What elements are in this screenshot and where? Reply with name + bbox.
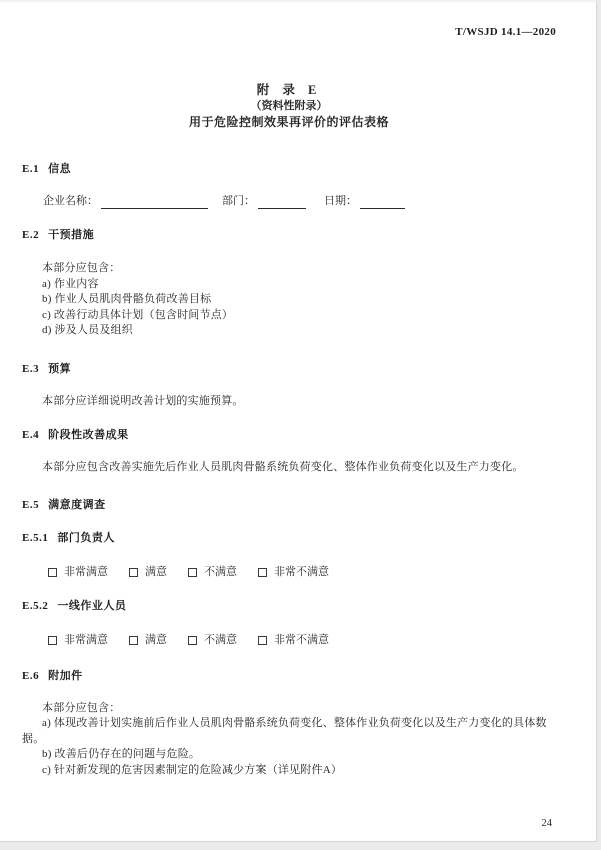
appendix-title: 附 录 E (256, 83, 322, 97)
section-number: E.6 (22, 669, 40, 682)
list-item: b) 作业人员肌肉骨骼负荷改善目标 (42, 293, 212, 305)
date-label: 日期： (324, 195, 357, 207)
company-name-field (101, 196, 208, 209)
checkbox-option (48, 565, 108, 580)
list-item: a) 体现改善计划实施前后作业人员肌肉骨骼系统负荷变化、整体作业负荷变化以及生产力变化的具体数据。 (22, 717, 547, 745)
appendix-subtitle: （资料性附录） (250, 100, 328, 112)
checkbox-option (129, 633, 167, 648)
section-heading-e2 (22, 228, 556, 242)
checkbox-option (258, 633, 329, 648)
e4-body: 本部分应包含改善实施先后作业人员肌肉骨骼系统负荷变化、整体作业负荷变化以及生产力变化。 (42, 461, 524, 473)
checkbox-icon (258, 568, 267, 577)
date-field (360, 196, 405, 209)
section-number: E.1 (22, 163, 40, 175)
department-label: 部门： (222, 195, 255, 207)
checkbox-icon (48, 636, 57, 645)
info-form-row (43, 194, 556, 209)
section-title: 阶段性改善成果 (48, 429, 129, 441)
checkbox-label: 非常不满意 (274, 565, 329, 578)
checkbox-label: 满意 (145, 633, 167, 646)
section-title: 附加件 (48, 669, 83, 682)
company-name-label: 企业名称： (43, 195, 98, 207)
section-number: E.5.2 (22, 599, 49, 612)
section-number: E.5 (22, 498, 40, 511)
checkbox-option (188, 565, 237, 580)
checkbox-icon (188, 636, 197, 645)
section-number: E.2 (22, 229, 40, 241)
checkbox-icon (129, 568, 138, 577)
checkbox-option (188, 633, 237, 648)
department-field (258, 196, 306, 209)
section-title: 部门负责人 (57, 531, 115, 544)
list-item: c) 改善行动具体计划（包含时间节点） (42, 308, 234, 321)
section-number: E.4 (22, 429, 40, 441)
checkbox-icon (258, 636, 267, 645)
checkbox-label: 不满意 (204, 633, 237, 646)
section-title: 干预措施 (48, 229, 95, 241)
e2-intro: 本部分应包含： (42, 262, 121, 274)
standard-code: T/WSJD 14.1—2020 (455, 26, 556, 38)
checkbox-option (48, 633, 108, 648)
section-title: 满意度调查 (48, 498, 106, 511)
e6-intro: 本部分应包含： (42, 701, 121, 714)
appendix-description: 用于危险控制效果再评价的评估表格 (188, 115, 389, 129)
checkbox-label: 非常满意 (64, 633, 108, 646)
section-heading-e51 (22, 531, 556, 545)
satisfaction-options-manager (48, 565, 556, 580)
checkbox-icon (188, 568, 197, 577)
section-heading-e3 (22, 362, 556, 376)
list-item: b) 改善后仍存在的问题与危险。 (42, 748, 201, 760)
list-item: a) 作业内容 (42, 277, 99, 290)
checkbox-option (258, 565, 329, 580)
section-heading-e6 (22, 669, 556, 683)
section-title: 一线作业人员 (57, 599, 127, 612)
section-number: E.3 (22, 362, 40, 375)
list-item: d) 涉及人员及组织 (42, 324, 133, 336)
page-number: 24 (541, 818, 552, 829)
section-heading-e52 (22, 599, 556, 613)
checkbox-label: 非常不满意 (274, 633, 329, 646)
e3-body: 本部分应详细说明改善计划的实施预算。 (42, 394, 244, 407)
satisfaction-options-frontline (48, 633, 556, 648)
section-number: E.5.1 (22, 531, 49, 544)
section-heading-e4 (22, 428, 556, 442)
section-heading-e5 (22, 498, 556, 512)
appendix-title-block (22, 82, 556, 131)
list-item: c) 针对新发现的危害因素制定的危险减少方案（详见附件A） (42, 763, 343, 776)
section-title: 预算 (48, 362, 72, 375)
checkbox-option (129, 565, 167, 580)
section-title: 信息 (48, 163, 72, 175)
section-heading-e1 (22, 162, 556, 176)
checkbox-label: 满意 (145, 565, 167, 578)
checkbox-label: 非常满意 (64, 565, 108, 578)
checkbox-icon (48, 568, 57, 577)
checkbox-label: 不满意 (204, 565, 237, 578)
checkbox-icon (129, 636, 138, 645)
